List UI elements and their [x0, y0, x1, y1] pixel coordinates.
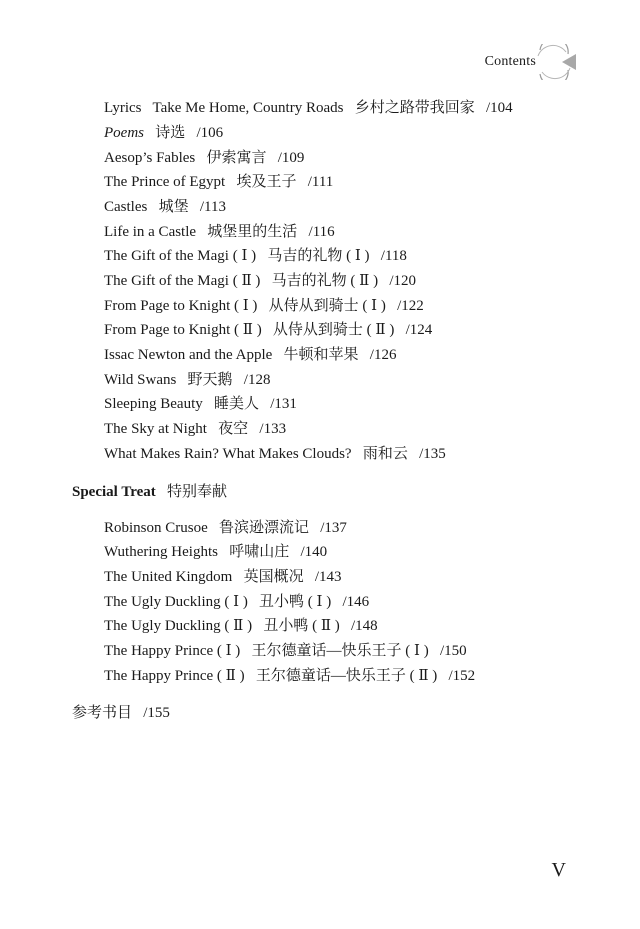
toc-entry: Aesop’s Fables 伊索寓言 /109	[104, 150, 305, 166]
references-entry: 参考书目 /155	[72, 705, 170, 721]
toc-entry: The Gift of the Magi ( Ⅰ ) 马吉的礼物 ( Ⅰ ) /118	[104, 248, 407, 264]
toc-entry: Robinson Crusoe 鲁滨逊漂流记 /137	[104, 520, 347, 536]
toc-entry: The Ugly Duckling ( Ⅱ ) 丑小鸭 ( Ⅱ ) /148	[104, 618, 378, 634]
toc-entry	[104, 123, 223, 143]
toc-entry: Wild Swans 野天鹅 /128	[104, 372, 271, 388]
toc-entry: From Page to Knight ( Ⅱ ) 从侍从到骑士 ( Ⅱ ) /124	[104, 322, 433, 338]
toc-entry: The Sky at Night 夜空 /133	[104, 421, 287, 437]
toc-entry: Wuthering Heights 呼啸山庄 /140	[104, 544, 328, 560]
toc-entry: The Prince of Egypt 埃及王子 /111	[104, 174, 334, 190]
toc-entry: The Happy Prince ( Ⅰ ) 王尔德童话—快乐王子 ( Ⅰ ) /150	[104, 643, 467, 659]
toc-entry: The Ugly Duckling ( Ⅰ ) 丑小鸭 ( Ⅰ ) /146	[104, 594, 370, 610]
toc-entry: Sleeping Beauty 睡美人 /131	[104, 396, 297, 412]
toc-entry: Lyrics Take Me Home, Country Roads 乡村之路带我回家 /104	[104, 100, 513, 116]
header-title: Contents	[484, 54, 536, 69]
toc-entry-italic: Poems	[104, 125, 144, 141]
running-header	[456, 44, 576, 80]
toc-entry-rest: 诗选 /106	[144, 125, 224, 141]
toc-entry: What Makes Rain? What Makes Clouds? 雨和云 /135	[104, 446, 446, 462]
section-heading	[72, 482, 227, 502]
section-title-en: Special Treat	[72, 484, 156, 500]
toc-entry: The Happy Prince ( Ⅱ ) 王尔德童话—快乐王子 ( Ⅱ ) /152	[104, 668, 476, 684]
toc-entry: Castles 城堡 /113	[104, 199, 226, 215]
toc-entry: Life in a Castle 城堡里的生活 /116	[104, 224, 335, 240]
toc-entry: From Page to Knight ( Ⅰ ) 从侍从到骑士 ( Ⅰ ) /122	[104, 298, 424, 314]
toc-entry: The Gift of the Magi ( Ⅱ ) 马吉的礼物 ( Ⅱ ) /120	[104, 273, 417, 289]
toc-entry: The United Kingdom 英国概况 /143	[104, 569, 342, 585]
toc-entry: Issac Newton and the Apple 牛顿和苹果 /126	[104, 347, 397, 363]
contents-ornament-icon	[532, 44, 576, 80]
section-title-zh: 特别奉献	[155, 484, 228, 500]
page-number: V	[551, 859, 566, 881]
